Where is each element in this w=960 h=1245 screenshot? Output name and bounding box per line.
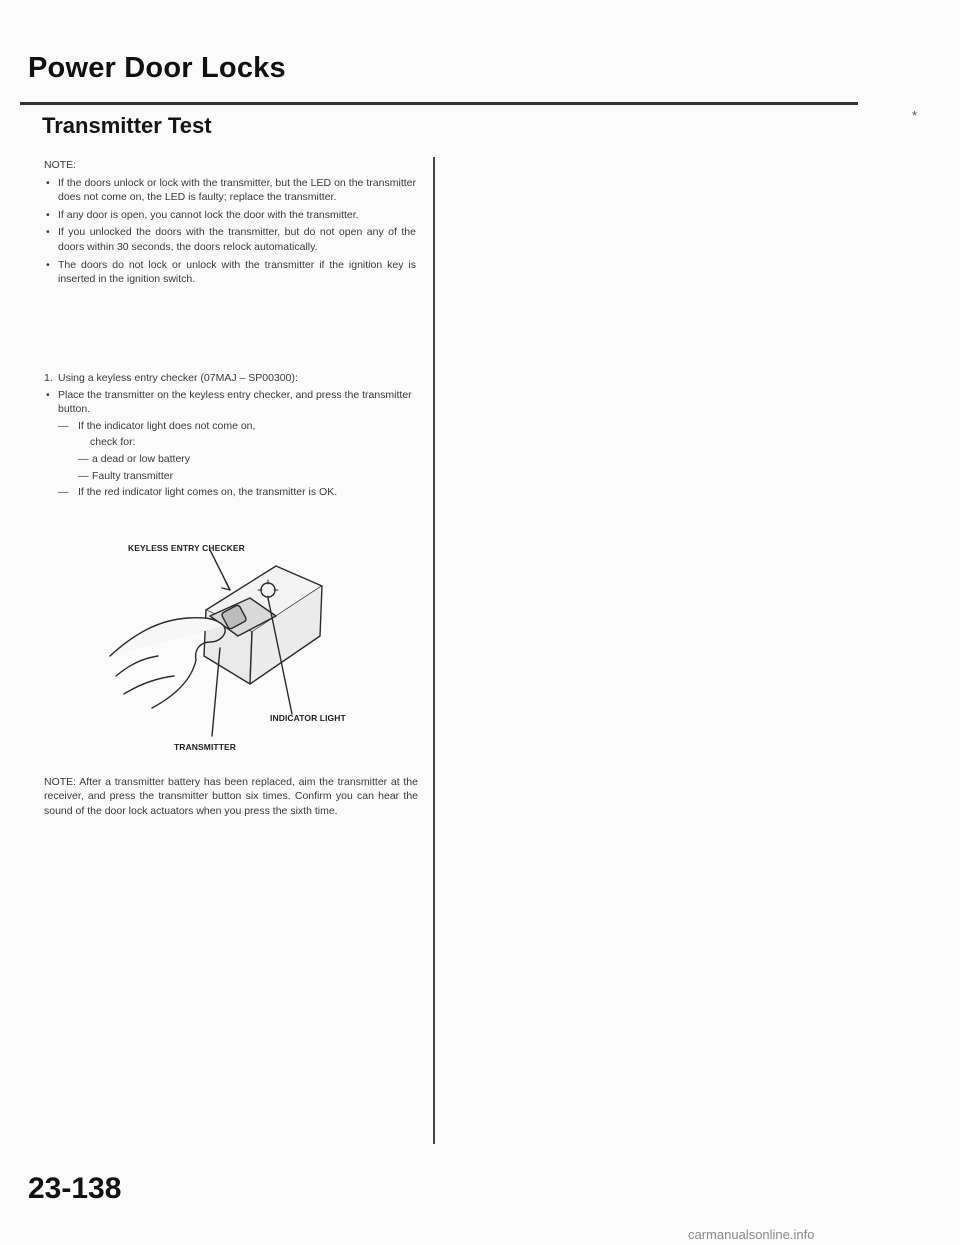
step-1 — [44, 371, 416, 386]
section-title: Transmitter Test — [42, 113, 212, 138]
dash-icon: — — [78, 452, 89, 465]
step-bullet-text: Place the transmitter on the keyless entry checker, and press the transmitter button. — [58, 388, 412, 416]
label-transmitter: TRANSMITTER — [174, 742, 237, 752]
note-block — [44, 158, 416, 290]
label-indicator-light: INDICATOR LIGHT — [270, 713, 346, 723]
check-ok-text: If the red indicator light comes on, the transmitter is OK. — [78, 486, 338, 499]
column-divider — [433, 157, 435, 1144]
check-item-text: a dead or low battery — [92, 452, 191, 465]
check-item — [44, 452, 416, 467]
note-item: • If you unlocked the doors with the transmitter, but do not open any of the doors within 30 seconds, the doors relock automatically. — [44, 225, 416, 254]
check-item — [44, 469, 416, 484]
note-item: • The doors do not lock or unlock with the transmitter if the ignition key is inserted in the ignition switch. — [44, 258, 416, 287]
checker-arrowhead — [222, 582, 230, 590]
watermark: carmanualsonline.info — [688, 1227, 815, 1242]
note-label: NOTE: — [44, 159, 77, 171]
title-rule — [20, 102, 858, 105]
note-item: • If any door is open, you cannot lock the door with the transmitter. — [44, 208, 416, 223]
keyless-entry-checker-illustration — [100, 538, 400, 748]
check-item-text: Faulty transmitter — [92, 469, 174, 482]
dash-icon: — — [78, 469, 89, 482]
dash-icon: — — [58, 486, 69, 499]
note-item: • If the doors unlock or lock with the transmitter, but the LED on the transmitter does not come on, the LED is faulty; replace the transmitter. — [44, 176, 416, 205]
check-ok — [44, 485, 416, 500]
step-bullet — [44, 388, 416, 417]
hand-outline-1 — [116, 656, 158, 676]
label-keyless-entry-checker: KEYLESS ENTRY CHECKER — [128, 543, 245, 553]
procedure-steps — [44, 371, 416, 502]
check-intro-text: If the indicator light does not come on, — [78, 419, 256, 432]
corner-mark: * — [912, 108, 918, 123]
dash-icon: — — [58, 419, 69, 432]
page-title: Power Door Locks — [28, 52, 286, 84]
step-number: 1. — [44, 372, 53, 384]
page-number: 23-138 — [28, 1172, 122, 1205]
check-intro — [44, 419, 416, 434]
step-text: Using a keyless entry checker (07MAJ – SP00300): — [58, 372, 298, 384]
check-for: check for: — [90, 436, 136, 449]
bullet-icon: • — [46, 388, 50, 401]
hand-outline-2 — [124, 676, 174, 694]
hand-palm — [152, 660, 196, 708]
note-list — [44, 176, 416, 287]
battery-note: NOTE: After a transmitter battery has been replaced, aim the transmitter at the receiver, and press the transmitter button six times. Confirm you can hear the sound of the door lock actuators when you press the sixth time. — [44, 775, 418, 817]
